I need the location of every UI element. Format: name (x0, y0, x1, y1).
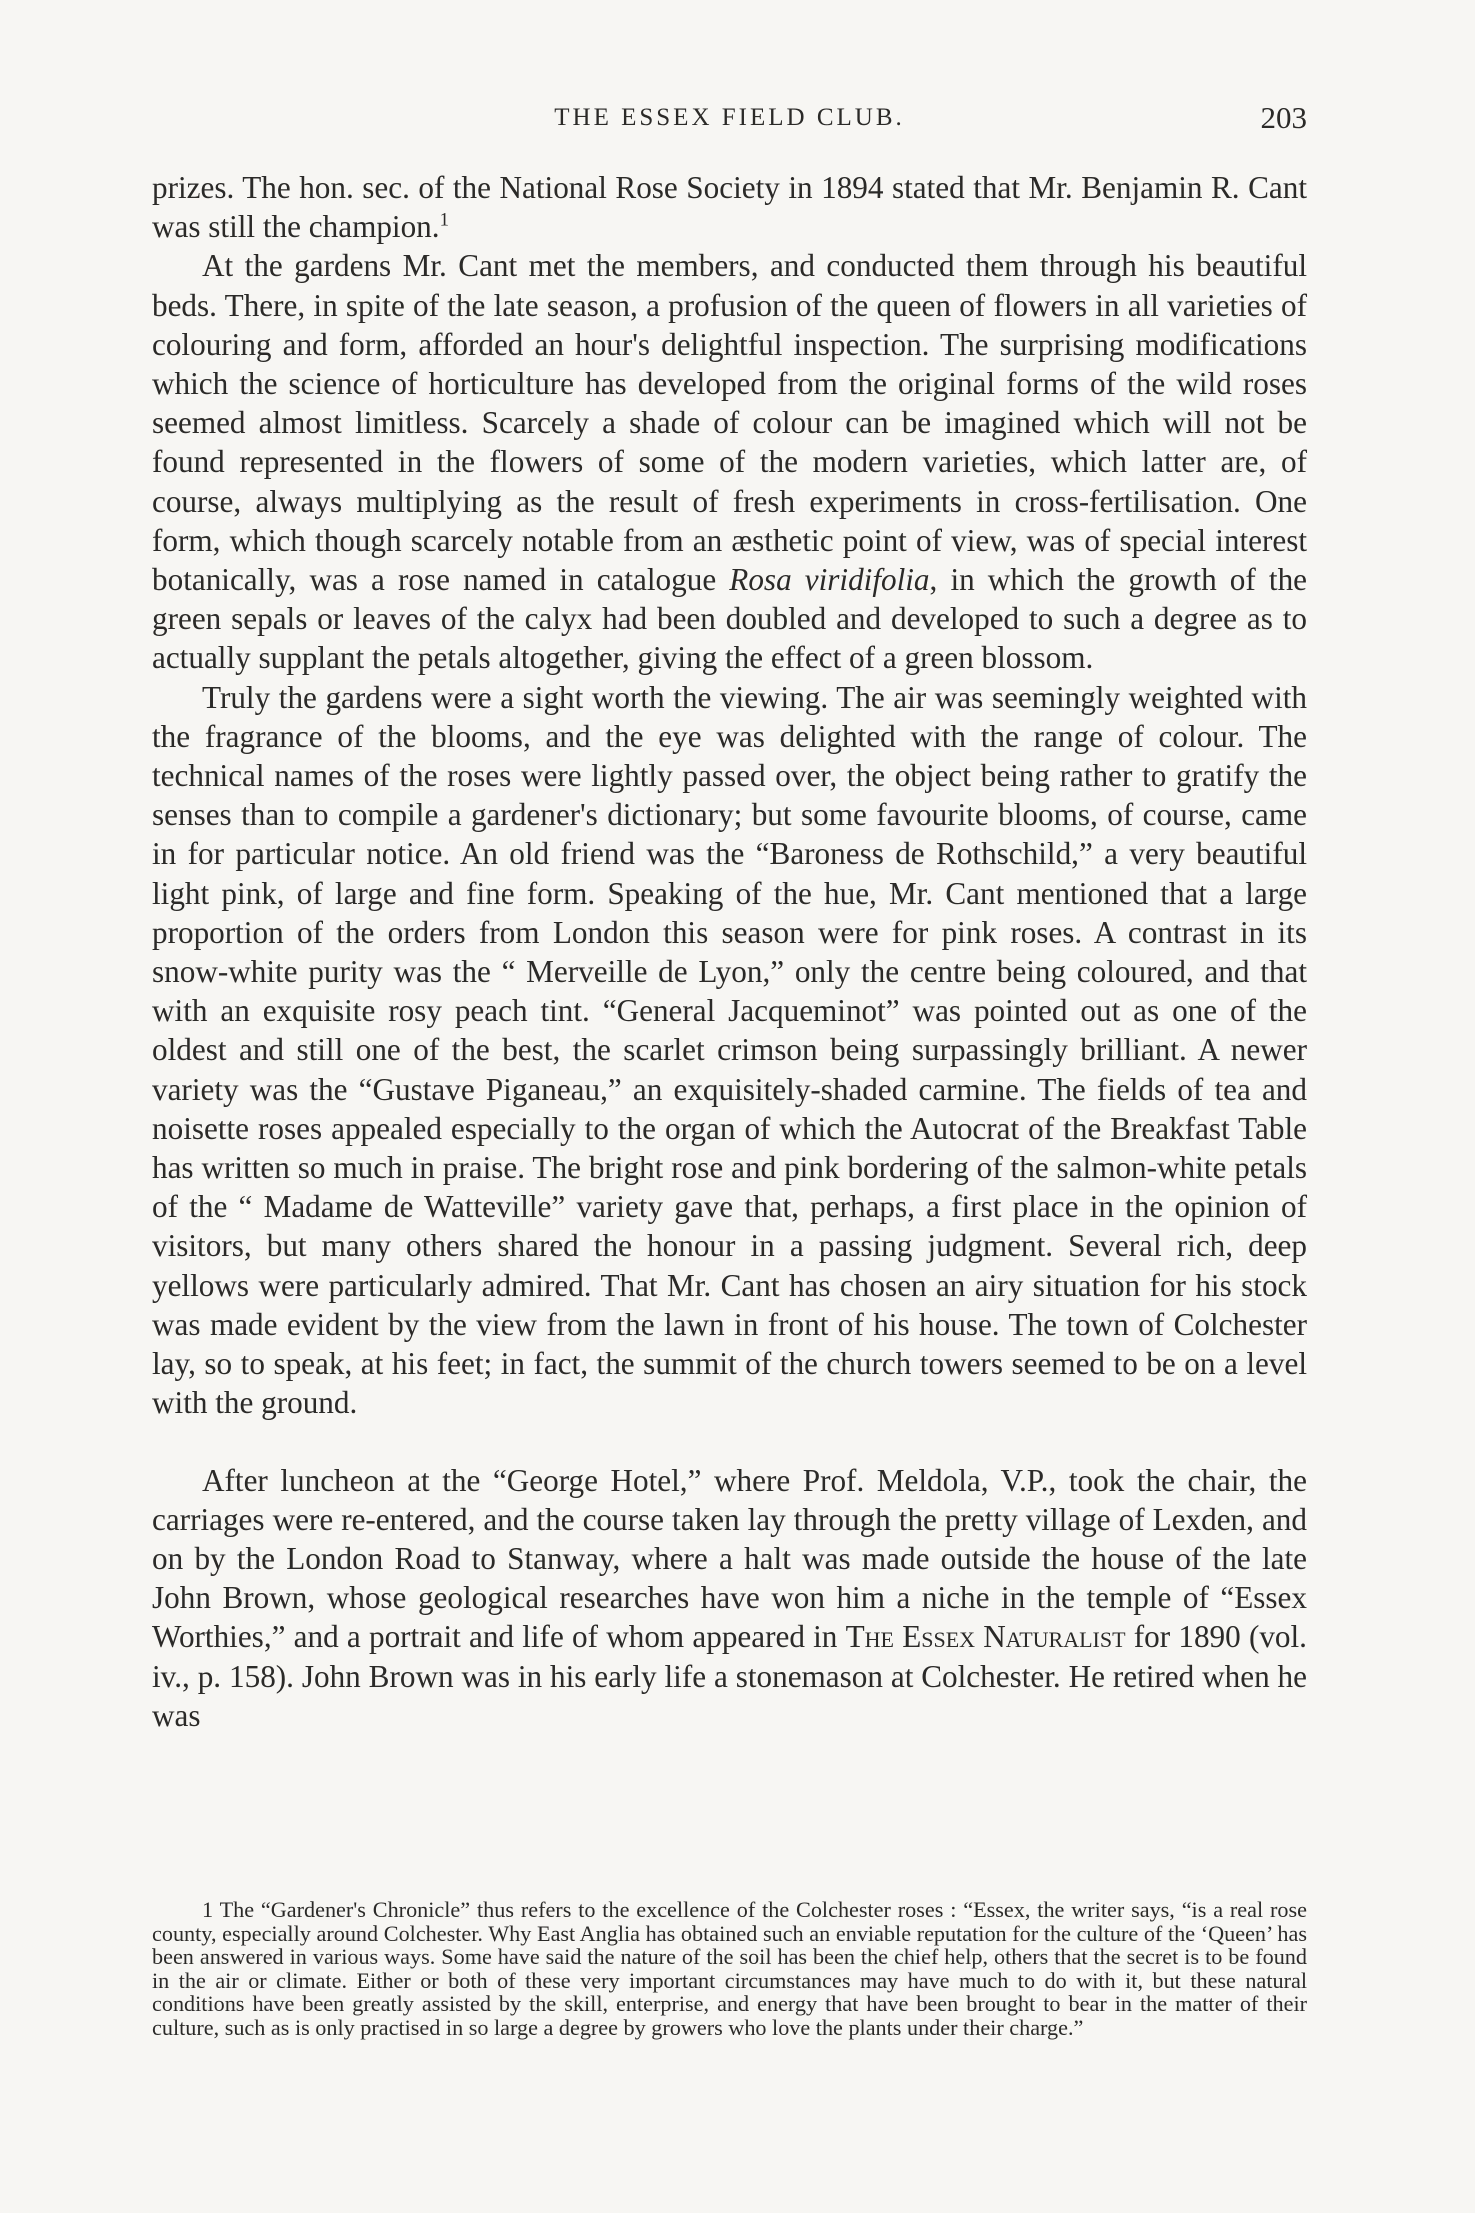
footnotes (152, 1898, 1307, 2040)
paragraph-luncheon (152, 1461, 1307, 1735)
page-number: 203 (1260, 100, 1307, 135)
body-text (152, 168, 1307, 1735)
running-header (152, 100, 1307, 140)
paragraph-text: After luncheon at the “George Hotel,” where Prof. Meldola, V.P., took the chair, the carriages were re-entered, and the course taken lay through the pretty village of Lexden, and on by the London Road to Stanway, where a halt was made outside the house of the late John Brown, whose geological researches have won him a niche in the temple of “Essex Worthies,” and a portrait and life of whom appeared in (152, 1462, 1307, 1655)
paragraph-text: for 1890 (vol. iv., p. 158). John Brown was in his early life a stonemason at Colchester. He retired when he was (152, 1619, 1307, 1733)
paragraph-continuation (152, 168, 1307, 246)
footnote (152, 1898, 1307, 2040)
paragraph-rose-varieties: Truly the gardens were a sight worth the viewing. The air was seemingly weighted with the fragrance of the blooms, and the eye was delighted with the range of colour. The technical names of the roses were lightly passed over, the object being rather to gratify the senses than to compile a gardener's dictionary; but some favourite blooms, of course, came in for particular notice. An old friend was the “Baroness de Rothschild,” a very beautiful light pink, of large and fine form. Speaking of the hue, Mr. Cant mentioned that a large proportion of the orders from London this season were for pink roses. A contrast in its snow-white purity was the “ Merveille de Lyon,” only the centre being coloured, and that with an exquisite rosy peach tint. “General Jacqueminot” was pointed out as one of the oldest and still one of the best, the scarlet crimson being surpassingly brilliant. A newer variety was the “Gustave Piganeau,” an exquisitely-shaded carmine. The fields of tea and noisette roses appealed especially to the organ of which the Autocrat of the Breakfast Table has written so much in praise. The bright rose and pink bordering of the salmon-white petals of the “ Madame de Watteville” variety gave that, perhaps, a first place in the opinion of visitors, but many others shared the honour in a passing judgment. Several rich, deep yellows were particularly admired. That Mr. Cant has chosen an airy situation for his stock was made evident by the view from the lawn in front of his house. The town of Colchester lay, so to speak, at his feet; in fact, the summit of the church towers seemed to be on a level with the ground. (152, 679, 1307, 1421)
journal-title: The Essex Naturalist (845, 1619, 1126, 1655)
running-title: THE ESSEX FIELD CLUB. (554, 104, 905, 131)
paragraph-gardens-visit (152, 246, 1307, 677)
paragraph-text: At the gardens Mr. Cant met the members, and conducted them through his beautiful beds. There, in spite of the late season, a profusion of the queen of flowers in all varieties of colouring and form, afforded an hour's delightful inspection. The surprising modifications which the science of horticulture has developed from the original forms of the wild roses seemed almost limitless. Scarcely a shade of colour can be imagined which will not be found represented in the flowers of some of the modern varieties, which latter are, of course, always multiplying as the result of fresh experiments in cross-fertilisation. One form, which though scarcely notable from an æsthetic point of view, was of special interest botanically, was a rose named in catalogue (152, 248, 1307, 598)
footnote-text: The “Gardener's Chronicle” thus refers to the excellence of the Colchester roses : “Essex, the writer says, “is a real rose county, especially around Colchester. Why East Anglia has obtained such an enviable reputation for the culture of the ‘Queen’ has been answered in various ways. Some have said the nature of the soil has been the chief help, others that the secret is to be found in the air or climate. Either or both of these very important circumstances may have much to do with it, but these natural conditions have been greatly assisted by the skill, enterprise, and energy that have been brought to bear in the matter of their culture, such as is only practised in so large a degree by growers who love the plants under their charge.” (152, 1897, 1307, 2040)
paragraph-text: , in which the growth of the green sepals or leaves of the calyx had been doubled and developed to such a degree as to actually supplant the petals altogether, giving the effect of a green blossom. (152, 562, 1308, 676)
footnote-number: 1 (202, 1897, 214, 1922)
footnote-reference: 1 (439, 209, 449, 231)
paragraph-text: prizes. The hon. sec. of the National Rose Society in 1894 stated that Mr. Benjamin R. Cant was still the champion. (152, 170, 1307, 245)
species-name: Rosa viridifolia (729, 562, 930, 598)
